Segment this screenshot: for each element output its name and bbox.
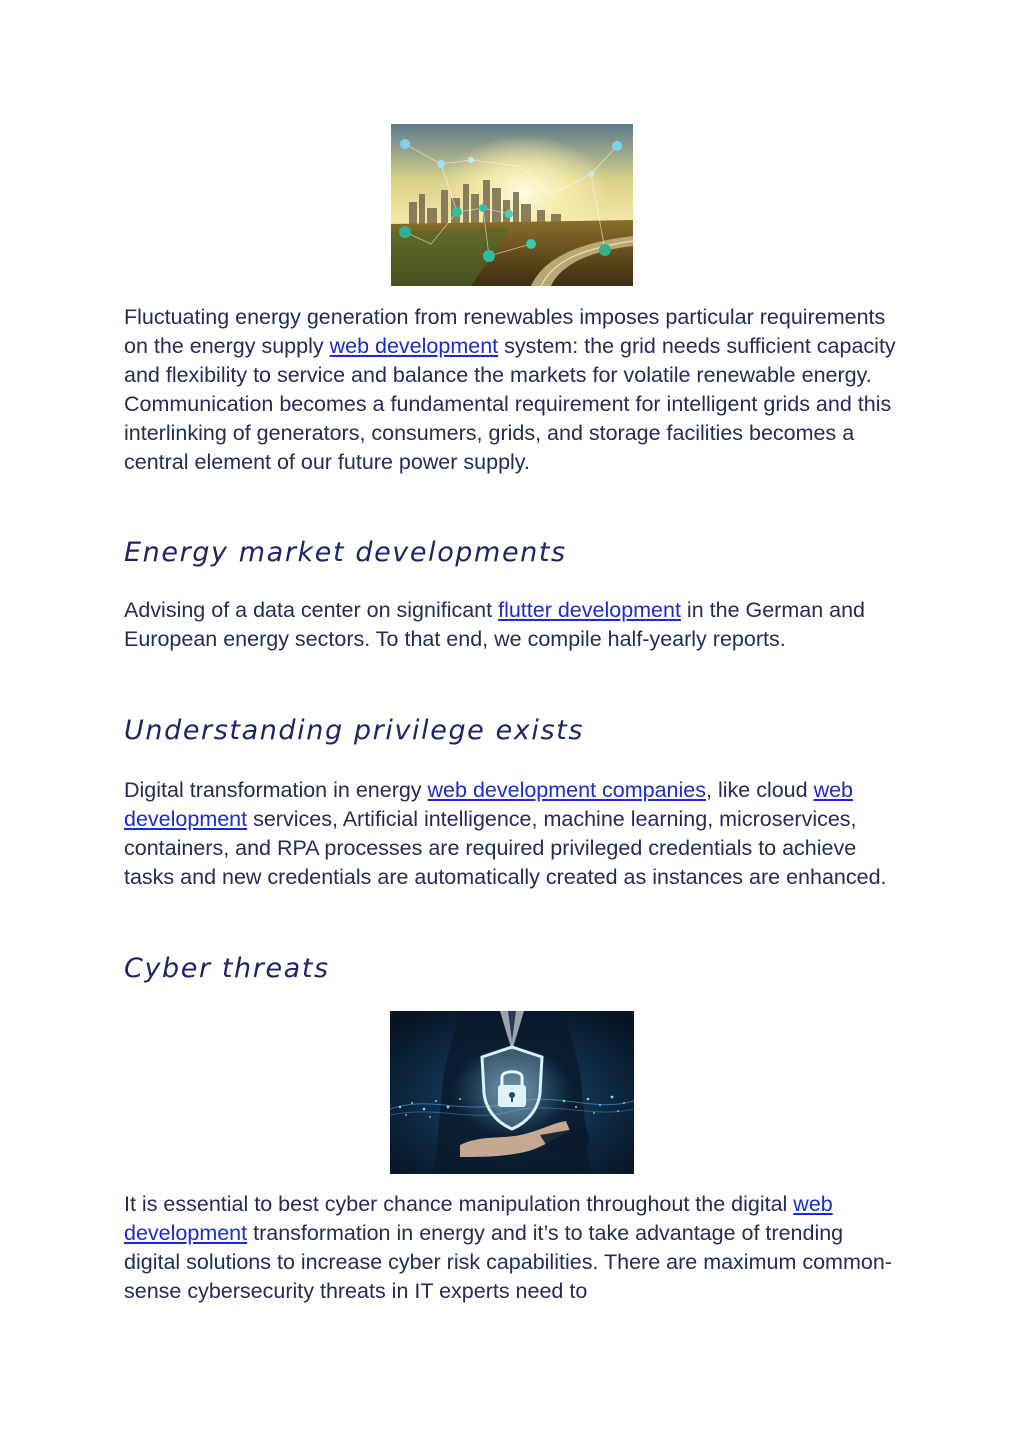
heading-cyber-threats: Cyber threats <box>124 953 330 984</box>
paragraph-text: services, Artificial intelligence, machine learning, microservices, containers, and RPA processes are required privileged credentials to achieve tasks and new credentials are automatically created as instances are enhanced. <box>124 807 887 889</box>
paragraph-text: Advising of a data center on significant <box>124 598 499 622</box>
paragraph-text: It is essential to best cyber chance manipulation throughout the digital <box>124 1192 794 1216</box>
cyber-security-image <box>390 1011 634 1174</box>
cyber-lock-illustration <box>390 1011 634 1174</box>
smart-city-illustration <box>391 124 633 286</box>
paragraph-text: Fluctuating energy generation from renewables imposes particular requirements on the energy supply <box>124 305 886 358</box>
flutter-development-link[interactable]: flutter development <box>498 598 681 622</box>
paragraph-energy-generation <box>124 303 904 477</box>
heading-energy-market-developments: Energy market developments <box>124 537 567 568</box>
web-development-link[interactable]: web development <box>124 1192 833 1245</box>
web-development-companies-link[interactable]: web development companies <box>427 778 707 802</box>
web-development-link[interactable]: web development <box>124 778 854 831</box>
paragraph-text: , like cloud <box>706 778 814 802</box>
paragraph-cyber-risk <box>124 1190 904 1306</box>
paragraph-digital-transformation <box>124 776 904 892</box>
paragraph-text: in the German and European energy sectors. To that end, we compile half-yearly reports. <box>124 598 866 651</box>
smart-city-image <box>391 124 633 286</box>
web-development-link[interactable]: web development <box>329 334 499 358</box>
paragraph-text: transformation in energy and it’s to take advantage of trending digital solutions to increase cyber risk capabilities. There are maximum common-sense cybersecurity threats in IT experts need to <box>124 1221 892 1303</box>
paragraph-text: Digital transformation in energy <box>124 778 428 802</box>
heading-understanding-privilege: Understanding privilege exists <box>124 715 584 746</box>
paragraph-text: system: the grid needs sufficient capacity and flexibility to service and balance the markets for volatile renewable energy. Communication becomes a fundamental requirement for intelligent grids and this interlinking of generators, consumers, grids, and storage facilities becomes a central element of our future power supply. <box>124 334 896 474</box>
paragraph-data-center-advising <box>124 596 904 654</box>
